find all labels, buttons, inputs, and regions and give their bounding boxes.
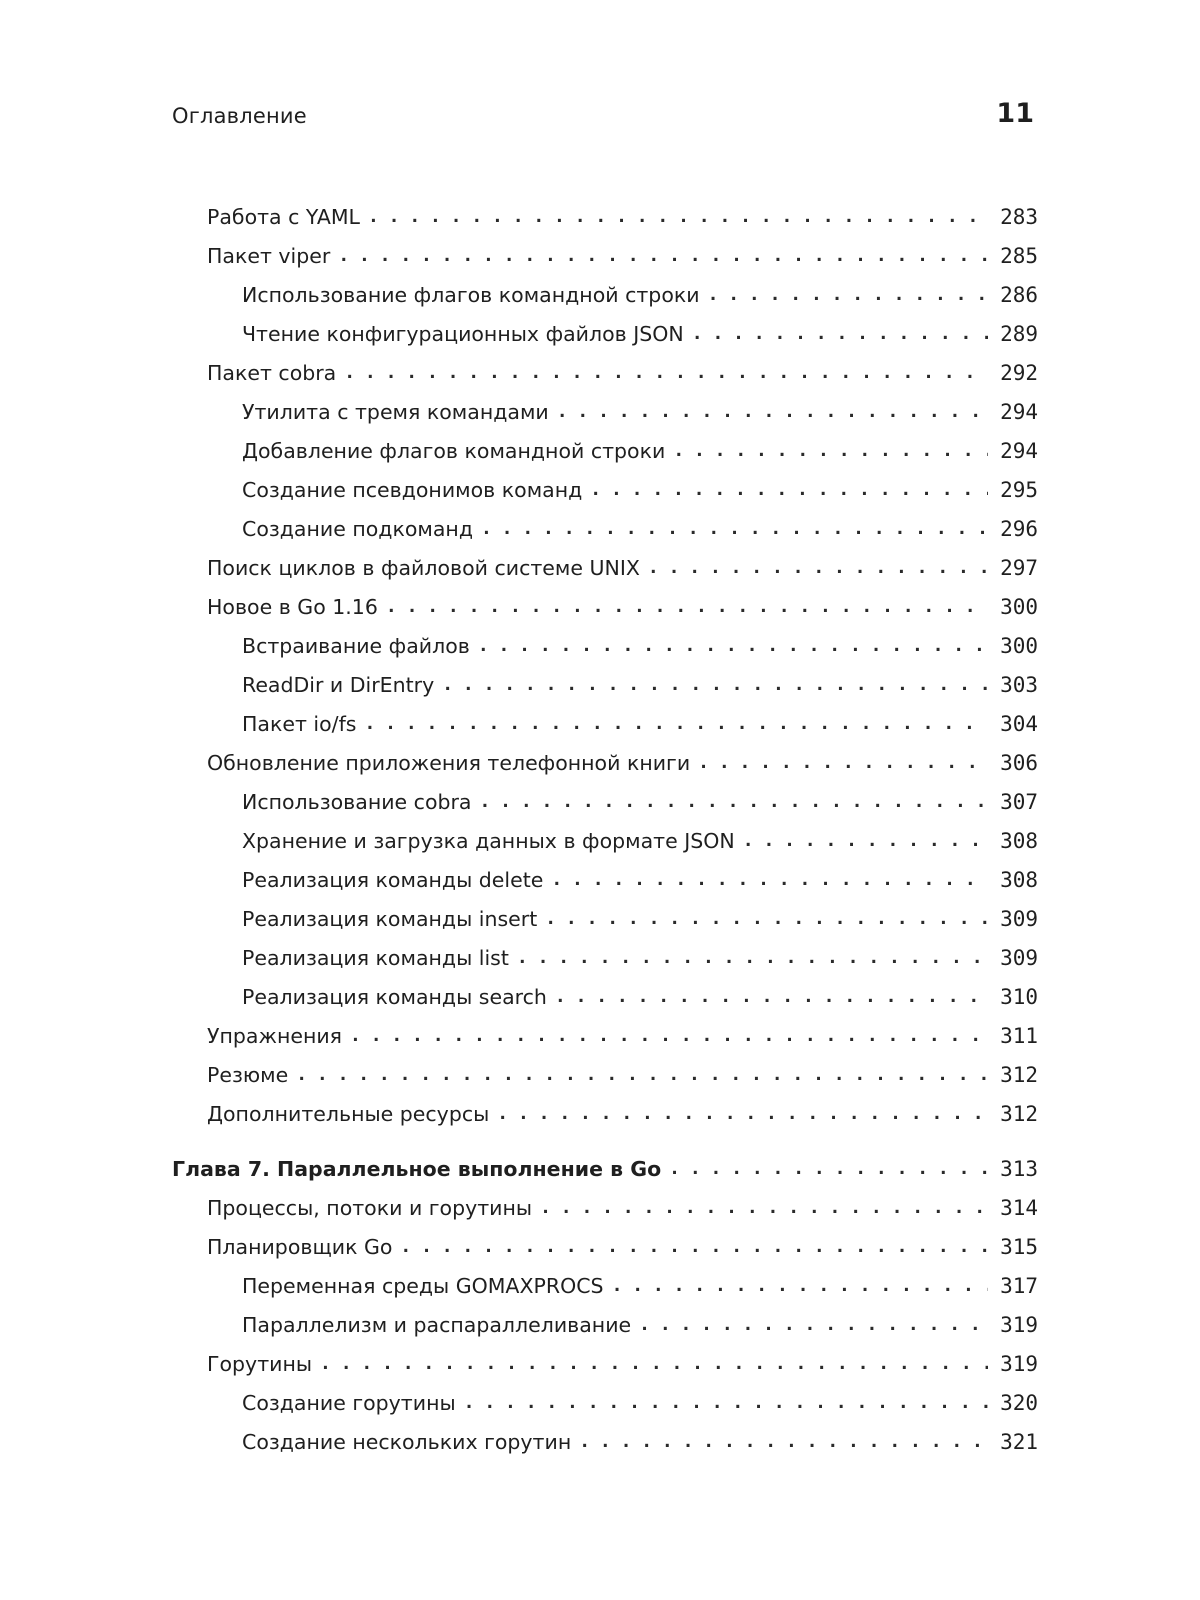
toc-entry[interactable] [172, 1339, 1038, 1378]
toc-entry-title: Планировщик Go [207, 1235, 393, 1259]
toc-entry-page: 304 [1000, 712, 1038, 736]
toc-entry-title: Создание горутины [242, 1391, 456, 1415]
toc-entry[interactable] [172, 1417, 1038, 1456]
toc-entry-page: 303 [1000, 673, 1038, 697]
toc-entry-page: 300 [1000, 634, 1038, 658]
toc-entry[interactable] [172, 1261, 1038, 1300]
toc-entry-page: 300 [1000, 595, 1038, 619]
running-head: Оглавление [172, 104, 307, 128]
toc-entry-title: Использование флагов командной строки [242, 283, 700, 307]
dot-leader [708, 281, 988, 309]
toc-entry-title: Хранение и загрузка данных в формате JSON [242, 829, 735, 853]
toc-entry[interactable] [172, 465, 1038, 504]
toc-entry[interactable] [172, 1222, 1038, 1261]
toc-entry-title: Дополнительные ресурсы [207, 1102, 490, 1126]
toc-entry-page: 320 [1000, 1391, 1038, 1415]
toc-entry-title: Обновление приложения телефонной книги [207, 751, 691, 775]
toc-entry[interactable] [172, 1300, 1038, 1339]
dot-leader [350, 1022, 988, 1050]
toc-entry[interactable] [172, 660, 1038, 699]
toc-entry-title: Создание псевдонимов команд [242, 478, 583, 502]
dot-leader [344, 359, 988, 387]
toc-entry-page: 319 [1000, 1352, 1038, 1376]
toc-entry-page: 283 [1000, 205, 1038, 229]
toc-entry[interactable] [172, 1089, 1038, 1128]
dot-leader [386, 593, 988, 621]
toc-entry-title: Чтение конфигурационных файлов JSON [242, 322, 684, 346]
dot-leader [557, 398, 988, 426]
toc-entry[interactable] [172, 855, 1038, 894]
dot-leader [320, 1350, 988, 1378]
toc-entry-page: 297 [1000, 556, 1038, 580]
dot-leader [364, 710, 988, 738]
toc-entry[interactable] [172, 582, 1038, 621]
toc-entry-title: Переменная среды GOMAXPROCS [242, 1274, 604, 1298]
toc-entry-page: 321 [1000, 1430, 1038, 1454]
dot-leader [673, 437, 988, 465]
toc-entry-title: Встраивание файлов [242, 634, 470, 658]
toc-entry-title: Создание подкоманд [242, 517, 473, 541]
dot-leader [648, 554, 988, 582]
toc-entry[interactable] [172, 543, 1038, 582]
toc-entry[interactable] [172, 1011, 1038, 1050]
dot-leader [517, 944, 988, 972]
dot-leader [698, 749, 988, 777]
toc-chapter-entry[interactable] [172, 1144, 1038, 1183]
toc-entry[interactable] [172, 1050, 1038, 1089]
toc-entry-title: Реализация команды list [242, 946, 509, 970]
toc-entry-page: 313 [1000, 1157, 1038, 1181]
toc-entry-page: 306 [1000, 751, 1038, 775]
toc-entry-title: Глава 7. Параллельное выполнение в Go [172, 1157, 662, 1181]
dot-leader [464, 1389, 988, 1417]
toc-entry-page: 285 [1000, 244, 1038, 268]
toc-entry-page: 309 [1000, 946, 1038, 970]
table-of-contents [172, 192, 1038, 1456]
toc-entry-page: 295 [1000, 478, 1038, 502]
toc-entry[interactable] [172, 933, 1038, 972]
toc-entry-page: 294 [1000, 400, 1038, 424]
dot-leader [669, 1155, 988, 1183]
toc-entry[interactable] [172, 348, 1038, 387]
dot-leader [480, 788, 989, 816]
dot-leader [338, 242, 988, 270]
toc-entry-title: Создание нескольких горутин [242, 1430, 572, 1454]
toc-entry-page: 311 [1000, 1024, 1038, 1048]
toc-entry-page: 310 [1000, 985, 1038, 1009]
page-number: 11 [996, 98, 1034, 129]
toc-entry-title: Добавление флагов командной строки [242, 439, 666, 463]
toc-entry-title: Горутины [207, 1352, 313, 1376]
dot-leader [590, 476, 988, 504]
toc-entry-title: Реализация команды search [242, 985, 547, 1009]
toc-entry[interactable] [172, 621, 1038, 660]
toc-entry-page: 307 [1000, 790, 1038, 814]
toc-entry-page: 294 [1000, 439, 1038, 463]
toc-entry[interactable] [172, 270, 1038, 309]
dot-leader [743, 827, 988, 855]
dot-leader [612, 1272, 988, 1300]
toc-entry-page: 289 [1000, 322, 1038, 346]
dot-leader [540, 1194, 988, 1222]
toc-entry[interactable] [172, 426, 1038, 465]
toc-entry-title: Реализация команды delete [242, 868, 544, 892]
toc-entry-page: 312 [1000, 1063, 1038, 1087]
toc-entry-page: 286 [1000, 283, 1038, 307]
dot-leader [296, 1061, 988, 1089]
toc-entry-title: Пакет cobra [207, 361, 337, 385]
toc-entry-page: 308 [1000, 868, 1038, 892]
toc-entry[interactable] [172, 972, 1038, 1011]
toc-entry-page: 314 [1000, 1196, 1038, 1220]
toc-entry-page: 312 [1000, 1102, 1038, 1126]
toc-entry-title: Утилита с тремя командами [242, 400, 549, 424]
toc-entry[interactable] [172, 1183, 1038, 1222]
toc-entry-title: Пакет io/fs [242, 712, 357, 736]
toc-entry-title: Поиск циклов в файловой системе UNIX [207, 556, 640, 580]
toc-entry[interactable] [172, 699, 1038, 738]
toc-entry-page: 309 [1000, 907, 1038, 931]
toc-entry-title: Процессы, потоки и горутины [207, 1196, 533, 1220]
toc-entry-title: Упражнения [207, 1024, 343, 1048]
dot-leader [545, 905, 988, 933]
toc-entry[interactable] [172, 231, 1038, 270]
toc-entry-title: Работа с YAML [207, 205, 360, 229]
toc-entry[interactable] [172, 387, 1038, 426]
dot-leader [551, 866, 988, 894]
toc-entry[interactable] [172, 192, 1038, 231]
toc-entry-page: 292 [1000, 361, 1038, 385]
toc-entry-page: 308 [1000, 829, 1038, 853]
toc-entry[interactable] [172, 777, 1038, 816]
toc-entry-title: Реализация команды insert [242, 907, 538, 931]
dot-leader [639, 1311, 988, 1339]
dot-leader [555, 983, 988, 1011]
toc-entry-title: Резюме [207, 1063, 289, 1087]
dot-leader [692, 320, 988, 348]
toc-entry[interactable] [172, 504, 1038, 543]
dot-leader [579, 1428, 988, 1456]
toc-entry-page: 315 [1000, 1235, 1038, 1259]
dot-leader [400, 1233, 988, 1261]
toc-entry-title: Использование cobra [242, 790, 472, 814]
toc-entry-page: 317 [1000, 1274, 1038, 1298]
toc-entry-page: 296 [1000, 517, 1038, 541]
dot-leader [478, 632, 988, 660]
toc-entry[interactable] [172, 894, 1038, 933]
toc-entry-title: Параллелизм и распараллеливание [242, 1313, 632, 1337]
toc-entry-title: ReadDir и DirEntry [242, 673, 435, 697]
toc-entry-title: Пакет viper [207, 244, 331, 268]
dot-leader [368, 203, 988, 231]
toc-entry[interactable] [172, 816, 1038, 855]
dot-leader [442, 671, 988, 699]
toc-entry[interactable] [172, 738, 1038, 777]
dot-leader [481, 515, 988, 543]
toc-entry-title: Новое в Go 1.16 [207, 595, 378, 619]
toc-entry-page: 319 [1000, 1313, 1038, 1337]
toc-entry[interactable] [172, 1378, 1038, 1417]
dot-leader [497, 1100, 988, 1128]
toc-entry[interactable] [172, 309, 1038, 348]
